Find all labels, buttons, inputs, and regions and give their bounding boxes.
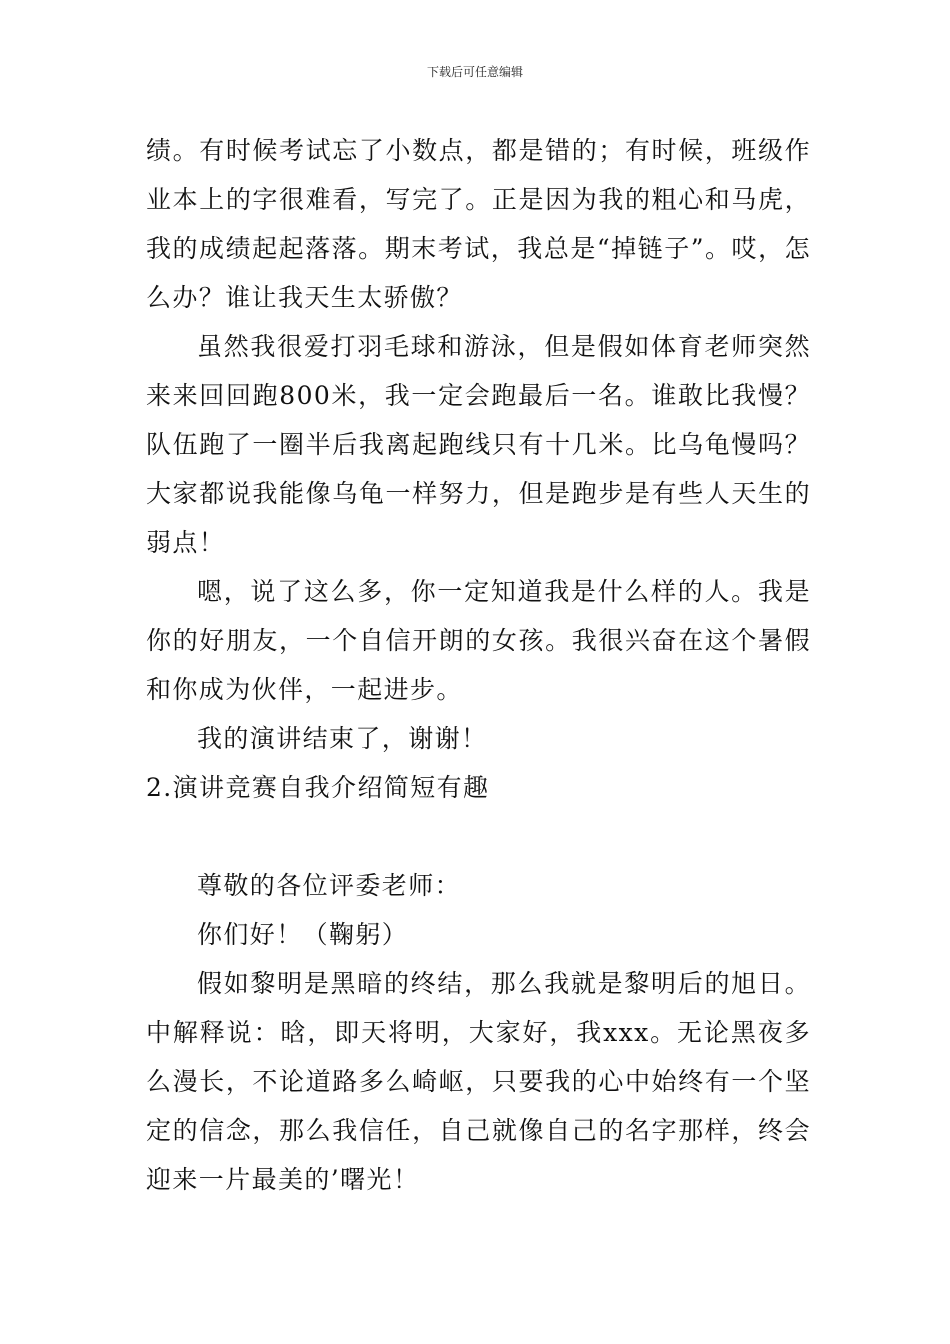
document-body	[146, 126, 811, 1204]
greeting: 你们好！（鞠躬）	[197, 920, 409, 949]
paragraph-sports: 虽然我很爱打羽毛球和游泳，但是假如体育老师突然来来回回跑800米，我一定会跑最后一名。谁敢比我慢？队伍跑了一圈半后我离起跑线只有十几米。比乌龟慢吗？大家都说我能像乌龟一样努力，但是跑步是有些人天生的弱点！	[146, 332, 811, 557]
page-header: 下载后可任意编辑	[426, 65, 523, 79]
paragraph-continuation: 绩。有时候考试忘了小数点，都是错的；有时候，班级作业本上的字很难看，写完了。正是因为我的粗心和马虎，我的成绩起起落落。期末考试，我总是“掉链子”。哎，怎么办？谁让我天生太骄傲？	[146, 136, 811, 312]
section-heading: 2.演讲竞赛自我介绍简短有趣	[146, 773, 490, 802]
paragraph-summary: 嗯，说了这么多，你一定知道我是什么样的人。我是你的好朋友，一个自信开朗的女孩。我很兴奋在这个暑假和你成为伙伴，一起进步。	[146, 577, 811, 704]
blank-line	[146, 812, 811, 861]
salutation: 尊敬的各位评委老师：	[197, 871, 462, 900]
paragraph-closing: 我的演讲结束了，谢谢！	[197, 724, 488, 753]
paragraph-introduction: 假如黎明是黑暗的终结，那么我就是黎明后的旭日。中解释说：晗，即天将明，大家好，我xxx。无论黑夜多么漫长，不论道路多么崎岖，只要我的心中始终有一个坚定的信念，那么我信任，自己就像自己的名字那样，终会迎来一片最美的’曙光！	[146, 969, 811, 1194]
